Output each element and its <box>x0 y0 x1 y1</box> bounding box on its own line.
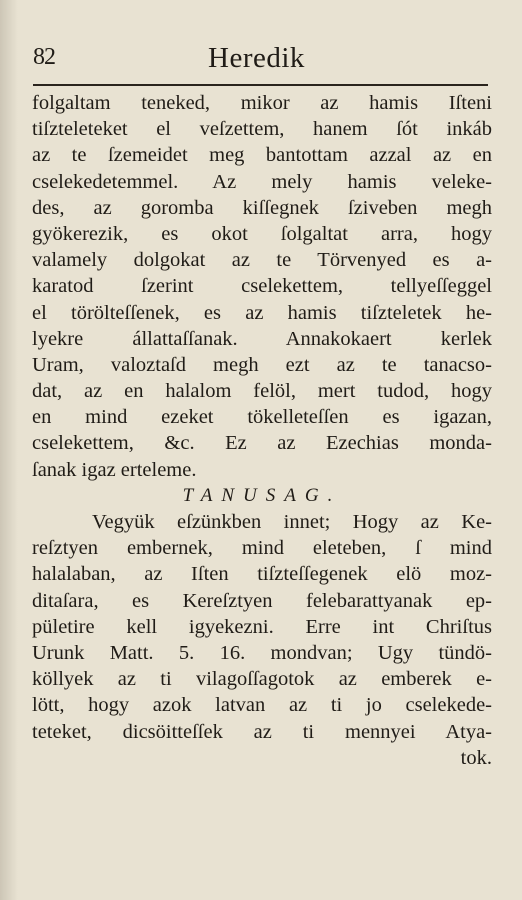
text-line: el törölteſſenek, es az hamis tiſzteletek he- <box>32 301 492 324</box>
text-line: des, az goromba kiſſegnek ſziveben megh <box>32 196 492 219</box>
text-line: Uram, valoztaſd megh ezt az te tanacso- <box>32 353 492 376</box>
text-line: lyekre állattaſſanak. Annakokaert kerlek <box>32 327 492 350</box>
text-line: Vegyük eſzünkben innet; Hogy az Ke- <box>92 511 492 533</box>
text-line: lött, hogy azok latvan az ti jo cselekede- <box>32 694 492 717</box>
text-line: en mind ezeket tökelleteſſen es igazan, <box>32 406 492 429</box>
text-line: reſztyen embernek, mind eleteben, ſ mind <box>32 537 492 560</box>
running-head: Heredik <box>208 42 305 74</box>
text-line: teteket, dicsöitteſſek az ti mennyei Atya- <box>32 720 492 743</box>
text-line: tok. <box>460 746 492 769</box>
text-line: Urunk Matt. 5. 16. mondvan; Ugy tündö- <box>32 641 492 664</box>
text-line: pületire kell igyekezni. Erre int Chriſtus <box>32 615 492 638</box>
text-line: tiſzteleteket el veſzettem, hanem ſót inkáb <box>32 118 492 141</box>
text-line: valamely dolgokat az te Törvenyed es a- <box>32 249 492 272</box>
body-text <box>32 90 492 771</box>
header-rule <box>33 84 488 86</box>
text-line: cselekedetemmel. Az mely hamis veleke- <box>32 170 492 193</box>
text-line: halalaban, az Iſten tiſzteſſegenek elö moz- <box>32 563 492 586</box>
text-line: folgaltam teneked, mikor az hamis Iſteni <box>32 92 492 114</box>
section-heading: TANUSAG. <box>182 484 342 506</box>
text-line: ditaſara, es Kereſztyen felebarattyanak ep- <box>32 589 492 612</box>
text-line: cselekettem, &c. Ez az Ezechias monda- <box>32 432 492 455</box>
page-gutter-shadow <box>0 0 18 900</box>
text-line: ſanak igaz erteleme. <box>32 458 197 481</box>
text-line: köllyek az ti vilagoſſagotok az emberek e- <box>32 668 492 691</box>
page-header <box>33 40 488 80</box>
text-line: karatod ſzerint cselekettem, tellyeſſeggel <box>32 275 492 298</box>
text-line: az te ſzemeidet meg bantottam azzal az en <box>32 144 492 167</box>
text-line: gyökerezik, es okot ſolgaltat arra, hogy <box>32 222 492 245</box>
page-number: 82 <box>33 44 55 70</box>
text-line: dat, az en halalom felöl, mert tudod, hogy <box>32 380 492 403</box>
